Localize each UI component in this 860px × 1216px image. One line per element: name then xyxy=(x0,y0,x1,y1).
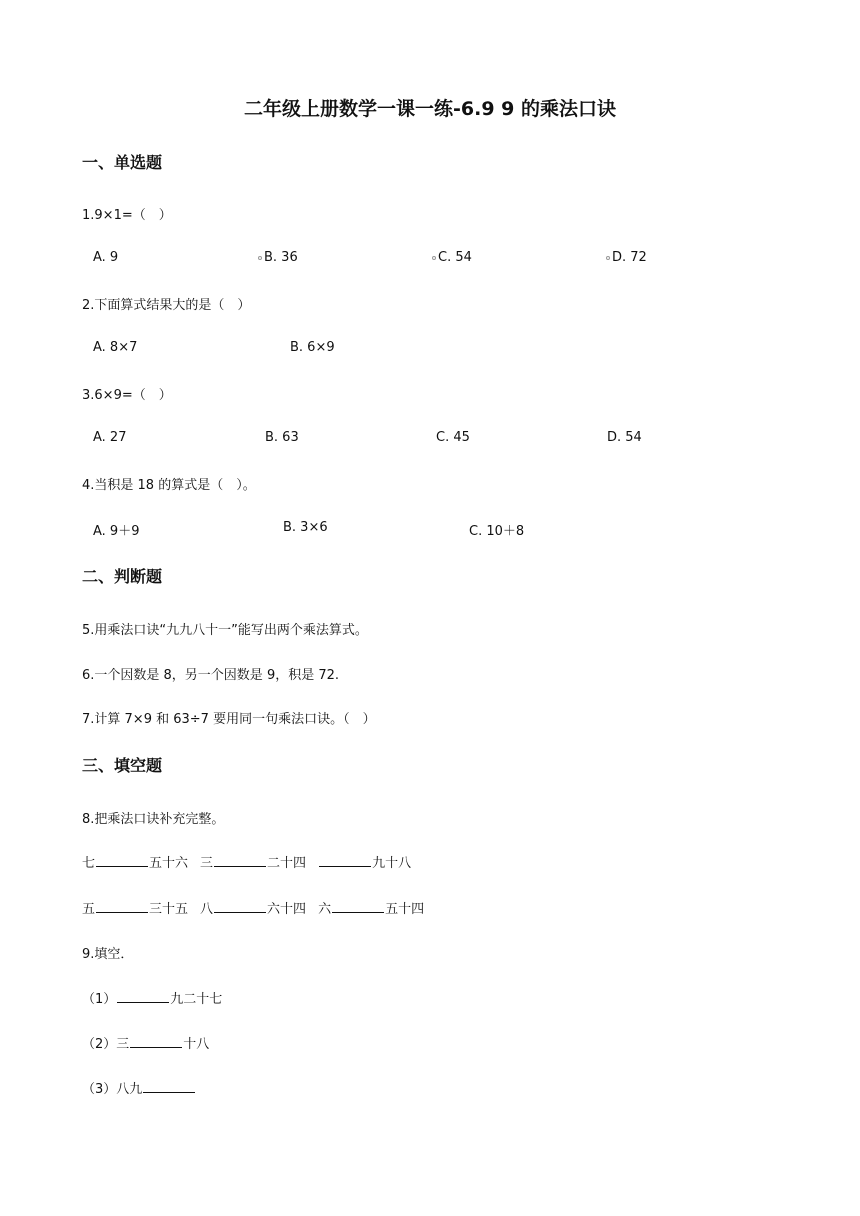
question-5-stem: 5.用乘法口诀“九九八十一”能写出两个乘法算式。 xyxy=(82,623,368,638)
part-label: （3）八九 xyxy=(82,1082,143,1097)
question-9-part-2 xyxy=(82,1033,209,1052)
question-8-stem: 8.把乘法口诀补充完整。 xyxy=(82,812,225,827)
part-label: （2）三 xyxy=(82,1037,130,1052)
question-4-option-c: C. 10＋8 xyxy=(469,524,525,539)
question-3-option-a: A. 27 xyxy=(93,430,127,445)
question-4-stem: 4.当积是 18 的算式是（ ）。 xyxy=(82,478,256,493)
rhyme-text: 十八 xyxy=(183,1037,210,1052)
question-3-option-d: D. 54 xyxy=(607,430,642,445)
rhyme-text: 六十四 xyxy=(267,902,307,917)
question-1-stem: 1.9×1=（ ） xyxy=(82,208,172,223)
option-marker-icon xyxy=(258,256,262,260)
rhyme-text: 二十四 xyxy=(267,856,307,871)
question-4-option-a: A. 9＋9 xyxy=(93,524,140,539)
section-heading-single-choice: 一、单选题 xyxy=(82,153,163,172)
answer-blank[interactable] xyxy=(332,900,384,913)
question-9-stem: 9.填空． xyxy=(82,947,134,962)
rhyme-text: 三 xyxy=(200,856,214,871)
rhyme-text: 六 xyxy=(318,902,332,917)
question-7-stem: 7.计算 7×9 和 63÷7 要用同一句乘法口诀。（ ） xyxy=(82,712,376,727)
rhyme-text: 五十六 xyxy=(149,856,189,871)
answer-blank[interactable] xyxy=(214,900,266,913)
question-1-option-d: D. 72 xyxy=(606,250,647,265)
rhyme-text: 八 xyxy=(200,902,214,917)
answer-blank[interactable] xyxy=(143,1080,195,1093)
section-heading-true-false: 二、判断题 xyxy=(82,567,163,586)
answer-blank[interactable] xyxy=(130,1035,182,1048)
rhyme-text: 五十四 xyxy=(385,902,425,917)
question-3-option-c: C. 45 xyxy=(436,430,470,445)
question-3-option-b: B. 63 xyxy=(265,430,299,445)
question-9-part-1 xyxy=(82,988,222,1007)
section-heading-fill-blank: 三、填空题 xyxy=(82,756,163,775)
question-8-row-1 xyxy=(82,852,411,871)
answer-blank[interactable] xyxy=(96,900,148,913)
rhyme-text: 三十五 xyxy=(149,902,189,917)
part-label: （1） xyxy=(82,992,117,1007)
question-9-part-3 xyxy=(82,1078,196,1097)
rhyme-text: 五 xyxy=(82,902,96,917)
question-1-option-c: C. 54 xyxy=(432,250,472,265)
question-1-option-a: A. 9 xyxy=(93,250,119,265)
question-2-stem: 2.下面算式结果大的是（ ） xyxy=(82,298,251,313)
question-6-stem: 6.一个因数是 8，另一个因数是 9，积是 72. xyxy=(82,668,340,683)
rhyme-text: 九二十七 xyxy=(170,992,223,1007)
question-1-option-b: B. 36 xyxy=(258,250,298,265)
answer-blank[interactable] xyxy=(96,854,148,867)
answer-blank[interactable] xyxy=(214,854,266,867)
answer-blank[interactable] xyxy=(319,854,371,867)
answer-blank[interactable] xyxy=(117,990,169,1003)
question-2-option-a: A. 8×7 xyxy=(93,340,138,355)
option-marker-icon xyxy=(432,256,436,260)
option-marker-icon xyxy=(606,256,610,260)
question-4-option-b: B. 3×6 xyxy=(283,520,328,535)
question-2-option-b: B. 6×9 xyxy=(290,340,335,355)
question-3-stem: 3.6×9=（ ） xyxy=(82,388,172,403)
rhyme-text: 七 xyxy=(82,856,96,871)
page-title: 二年级上册数学一课一练-6.9 9 的乘法口诀 xyxy=(244,98,616,120)
question-8-row-2 xyxy=(82,898,424,917)
rhyme-text: 九十八 xyxy=(372,856,412,871)
